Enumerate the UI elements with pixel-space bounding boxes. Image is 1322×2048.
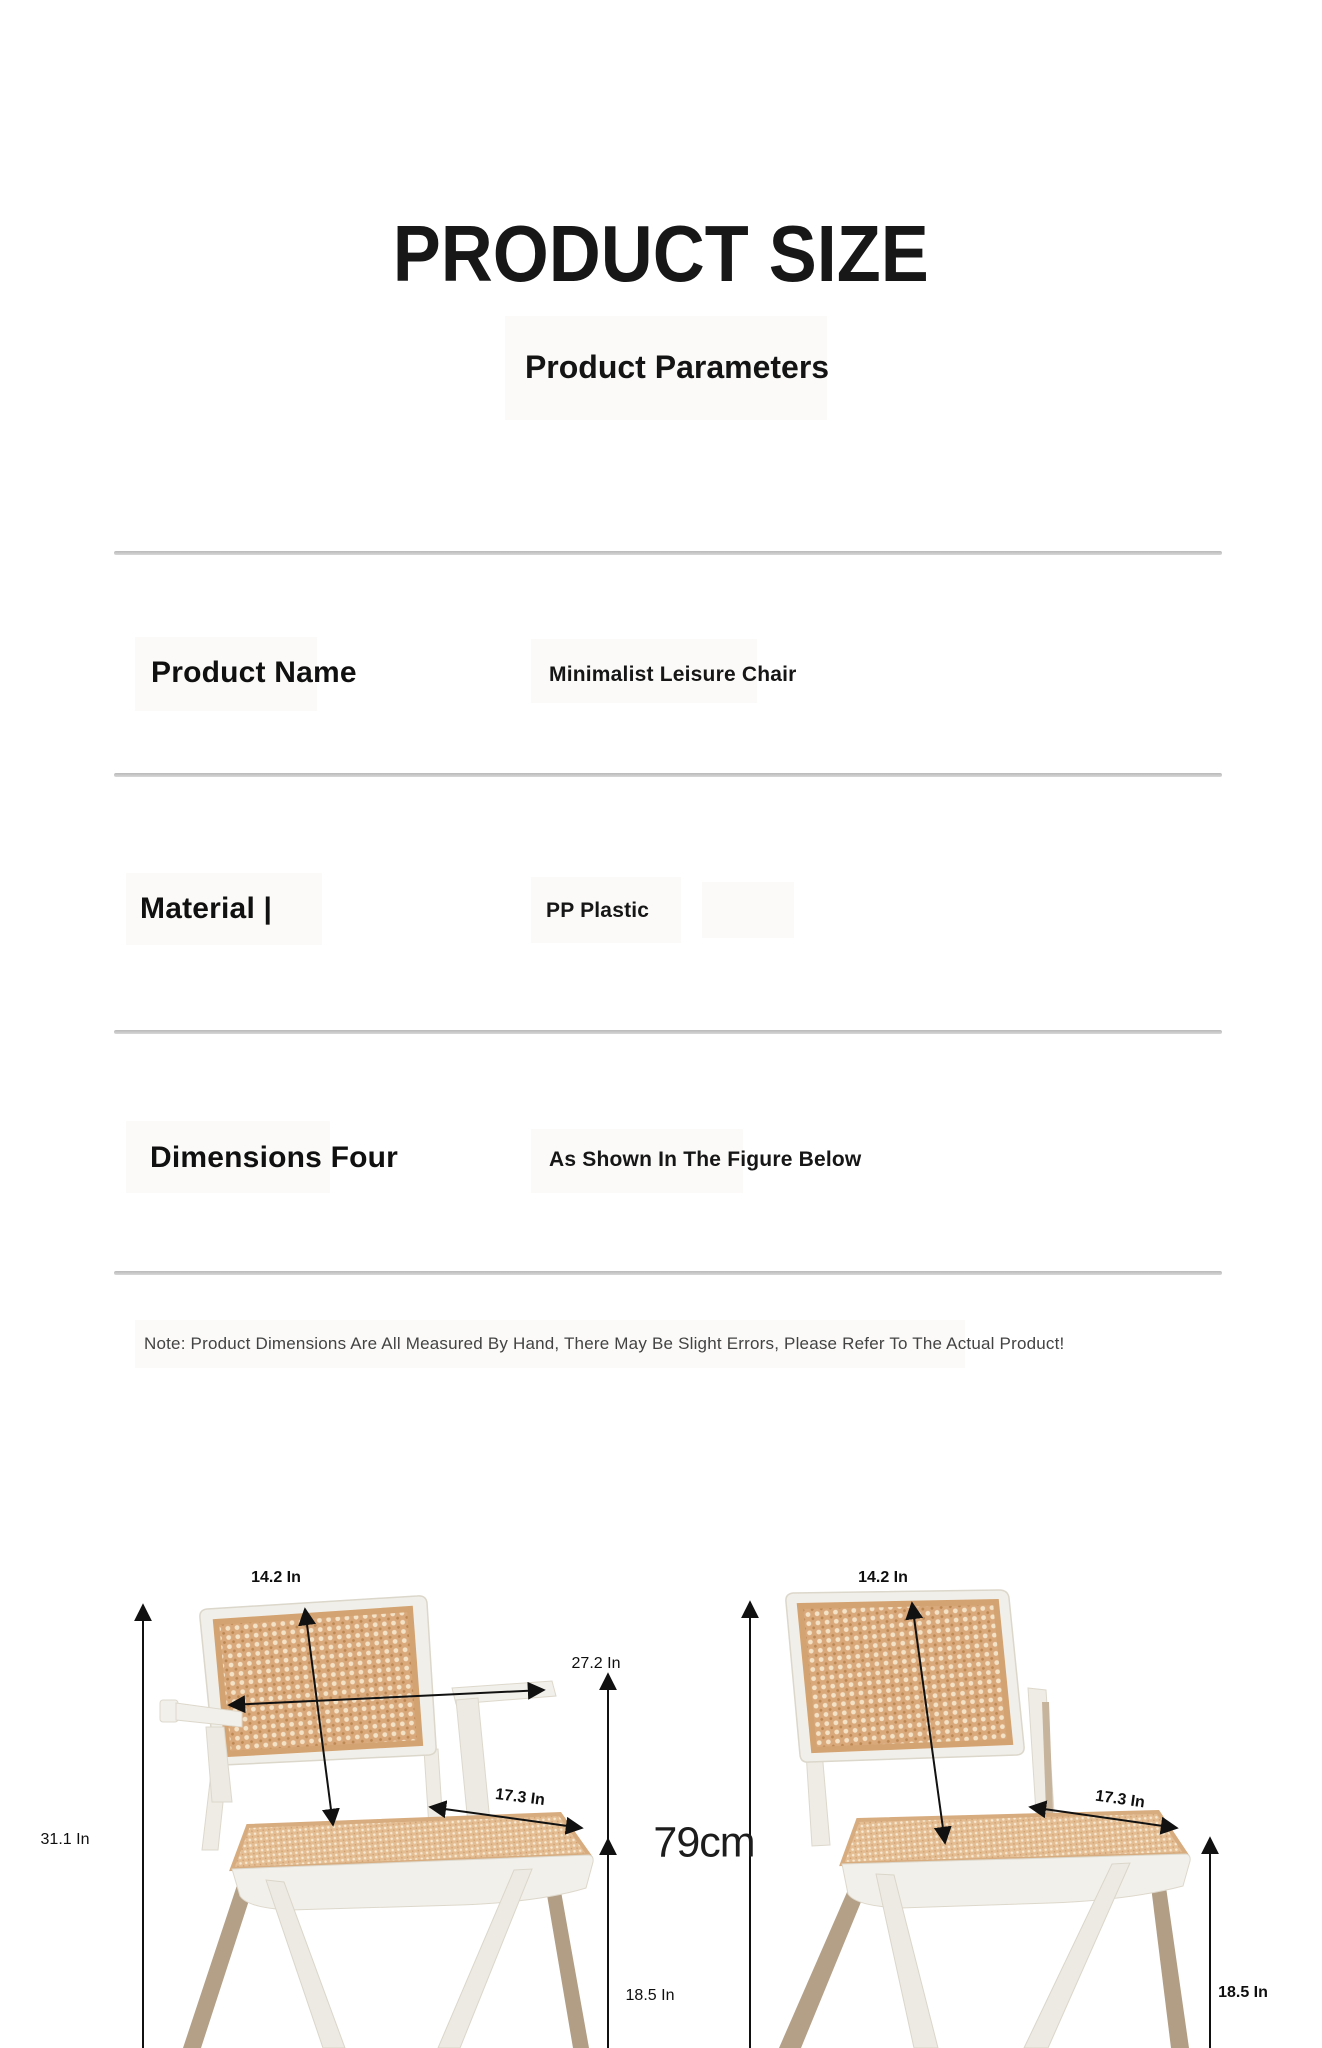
spec-value-material: PP Plastic (546, 899, 650, 922)
dim-label-overall-height-left: 31.1 In (40, 1831, 90, 1848)
dim-label-overall-height-right: 79cm (653, 1818, 755, 1867)
page-subtitle: Product Parameters (524, 349, 830, 385)
dim-label-seat-depth-right: 17.3 In (1094, 1787, 1146, 1812)
spec-label-material: Material | (140, 892, 273, 925)
background-patch (702, 882, 794, 938)
right-chair-illustration (779, 1590, 1190, 2048)
dim-label-back-width-left: 14.2 In (251, 1569, 301, 1586)
page-title-text: PRODUCT SIZE (392, 209, 930, 298)
divider (114, 1030, 1222, 1034)
size-figure-svg (0, 1450, 1322, 2048)
dimension-figure (0, 1450, 1322, 2048)
spec-label-product-name: Product Name (151, 656, 357, 689)
dim-label-seat-height-right: 18.5 In (1218, 1984, 1268, 2001)
divider (114, 1271, 1222, 1275)
divider (114, 773, 1222, 777)
left-chair-illustration (160, 1596, 593, 2048)
divider (114, 551, 1222, 555)
dim-label-seat-height-left: 18.5 In (625, 1987, 675, 2004)
spec-value-product-name: Minimalist Leisure Chair (549, 663, 797, 686)
dim-label-back-width-right: 14.2 In (858, 1569, 908, 1586)
spec-label-dimensions: Dimensions Four (150, 1141, 399, 1174)
dim-label-armrest-height-left: 27.2 In (571, 1655, 621, 1672)
measurement-note: Note: Product Dimensions Are All Measured By Hand, There May Be Slight Errors, Please Refer To The Actual Product! (144, 1334, 1065, 1353)
page-title (0, 209, 1322, 298)
dim-label-seat-depth-left: 17.3 In (494, 1786, 546, 1809)
spec-value-dimensions: As Shown In The Figure Below (549, 1148, 862, 1171)
